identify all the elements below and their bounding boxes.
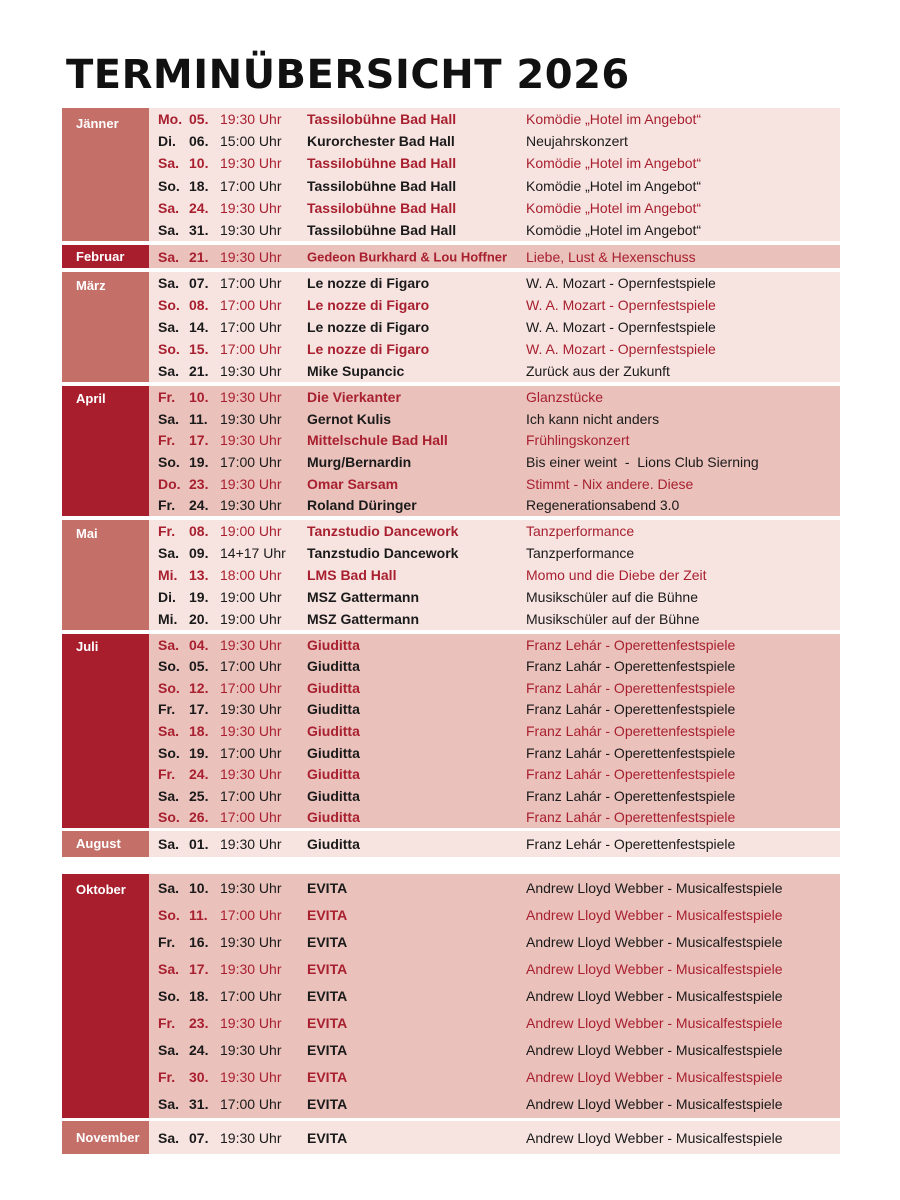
event-name: Giuditta (307, 658, 360, 675)
event-day: Sa. (158, 723, 180, 740)
event-description: Tanzperformance (526, 545, 635, 561)
event-description: Andrew Lloyd Webber - Musicalfestspiele (526, 1129, 783, 1146)
event-day: Sa. (158, 275, 180, 291)
event-date: 07. (189, 275, 209, 291)
event-rows (149, 108, 840, 241)
event-day: Sa. (158, 221, 180, 238)
event-day: Sa. (158, 636, 180, 653)
event-description: Bis einer weint - Lions Club Sierning (526, 453, 759, 470)
event-day: Do. (158, 475, 181, 492)
event-day: Sa. (158, 1129, 180, 1146)
event-time: 15:00 Uhr (220, 133, 282, 150)
event-time: 19:30 Uhr (220, 701, 282, 718)
event-row (149, 699, 840, 721)
event-day: So. (158, 744, 180, 761)
event-row (149, 742, 840, 764)
event-time: 17:00 Uhr (220, 658, 282, 675)
event-name: Giuditta (307, 809, 360, 826)
event-date: 31. (189, 1096, 209, 1113)
month-block-jaenner (62, 108, 840, 241)
event-time: 19:30 Uhr (220, 636, 282, 653)
event-day: Di. (158, 133, 176, 150)
event-day: Mi. (158, 611, 178, 627)
event-row (149, 175, 840, 197)
event-description: Frühlingskonzert (526, 432, 630, 449)
event-day: Sa. (158, 1042, 180, 1059)
event-date: 23. (189, 475, 209, 492)
event-name: EVITA (307, 960, 348, 977)
event-description: Andrew Lloyd Webber - Musicalfestspiele (526, 1069, 783, 1086)
event-description: Andrew Lloyd Webber - Musicalfestspiele (526, 960, 783, 977)
event-name: Giuditta (307, 701, 360, 718)
event-date: 18. (189, 987, 209, 1004)
month-block-august (62, 831, 840, 857)
event-time: 19:00 Uhr (220, 589, 282, 605)
event-date: 13. (189, 567, 209, 583)
event-date: 17. (189, 701, 209, 718)
event-name: Le nozze di Figaro (307, 319, 430, 335)
event-name: Giuditta (307, 636, 360, 653)
event-row (149, 608, 840, 630)
event-description: Ich kann nicht anders (526, 410, 660, 427)
event-time: 19:30 Uhr (220, 723, 282, 740)
event-name: EVITA (307, 879, 348, 896)
event-row (149, 130, 840, 152)
month-label: November (62, 1121, 149, 1154)
event-day: Sa. (158, 319, 180, 335)
event-time: 19:30 Uhr (220, 388, 282, 405)
event-date: 23. (189, 1015, 209, 1032)
event-day: Sa. (158, 248, 180, 265)
event-day: So. (158, 177, 180, 194)
event-row (149, 785, 840, 807)
event-row (149, 1037, 840, 1064)
event-time: 19:30 Uhr (220, 1069, 282, 1086)
event-row (149, 928, 840, 955)
event-description: Franz Lahár - Operettenfestspiele (526, 787, 736, 804)
event-time: 17:00 Uhr (220, 275, 282, 291)
event-day: Fr. (158, 1069, 176, 1086)
event-name: Roland Düringer (307, 497, 417, 514)
event-date: 08. (189, 523, 209, 539)
event-rows (149, 520, 840, 630)
event-time: 19:30 Uhr (220, 155, 282, 172)
month-block-mai (62, 520, 840, 630)
event-date: 21. (189, 248, 209, 265)
event-name: Gernot Kulis (307, 410, 392, 427)
event-time: 17:00 Uhr (220, 319, 282, 335)
month-label: August (62, 831, 149, 857)
event-date: 31. (189, 221, 209, 238)
event-time: 19:30 Uhr (220, 497, 282, 514)
month-block-februar (62, 245, 840, 268)
event-time: 18:00 Uhr (220, 567, 282, 583)
event-name: Le nozze di Figaro (307, 297, 430, 313)
event-rows (149, 245, 840, 268)
event-description: Andrew Lloyd Webber - Musicalfestspiele (526, 1042, 783, 1059)
month-block-april (62, 386, 840, 516)
event-day: Mo. (158, 111, 183, 128)
event-time: 17:00 Uhr (220, 987, 282, 1004)
event-time: 17:00 Uhr (220, 177, 282, 194)
event-name: Tanzstudio Dancework (307, 523, 459, 539)
month-block-maerz (62, 272, 840, 382)
event-description: Komödie „Hotel im Angebot“ (526, 111, 702, 128)
event-date: 17. (189, 432, 209, 449)
month-block-juli (62, 634, 840, 828)
event-day: Fr. (158, 388, 176, 405)
month-label: März (62, 272, 149, 382)
month-label: Oktober (62, 874, 149, 1118)
event-name: EVITA (307, 1096, 348, 1113)
event-name: Giuditta (307, 679, 360, 696)
event-time: 19:30 Uhr (220, 432, 282, 449)
event-day: So. (158, 809, 180, 826)
event-description: Andrew Lloyd Webber - Musicalfestspiele (526, 1096, 783, 1113)
event-date: 20. (189, 611, 209, 627)
event-date: 09. (189, 545, 209, 561)
event-day: Mi. (158, 567, 178, 583)
event-row (149, 338, 840, 360)
event-row (149, 245, 840, 268)
event-row (149, 982, 840, 1009)
event-date: 17. (189, 960, 209, 977)
event-rows (149, 386, 840, 516)
event-date: 11. (189, 906, 208, 923)
event-row (149, 386, 840, 408)
event-rows (149, 874, 840, 1118)
event-time: 19:30 Uhr (220, 248, 282, 265)
event-day: Fr. (158, 933, 176, 950)
event-time: 19:30 Uhr (220, 111, 282, 128)
event-day: Fr. (158, 766, 176, 783)
event-description: Franz Lahár - Operettenfestspiele (526, 723, 736, 740)
event-name: Tassilobühne Bad Hall (307, 111, 457, 128)
event-date: 05. (189, 111, 209, 128)
event-row (149, 720, 840, 742)
event-date: 10. (189, 388, 209, 405)
event-time: 19:30 Uhr (220, 363, 282, 379)
event-name: Le nozze di Figaro (307, 275, 430, 291)
event-time: 17:00 Uhr (220, 297, 282, 313)
event-time: 19:30 Uhr (220, 836, 282, 852)
event-row (149, 763, 840, 785)
event-date: 14. (189, 319, 209, 335)
event-description: W. A. Mozart - Opernfestspiele (526, 319, 716, 335)
event-name: Giuditta (307, 766, 360, 783)
month-block-november (62, 1121, 840, 1154)
event-name: EVITA (307, 1069, 348, 1086)
event-name: MSZ Gattermann (307, 611, 420, 627)
event-day: Di. (158, 589, 176, 605)
event-day: So. (158, 906, 180, 923)
event-name: Kurorchester Bad Hall (307, 133, 455, 150)
event-date: 08. (189, 297, 209, 313)
event-date: 24. (189, 1042, 209, 1059)
event-date: 05. (189, 658, 209, 675)
event-description: Neujahrskonzert (526, 133, 628, 150)
event-day: Sa. (158, 879, 180, 896)
event-rows (149, 272, 840, 382)
event-date: 12. (189, 679, 209, 696)
event-row (149, 272, 840, 294)
event-time: 17:00 Uhr (220, 341, 282, 357)
event-row (149, 316, 840, 338)
event-row (149, 656, 840, 678)
event-date: 25. (189, 787, 209, 804)
event-row (149, 1010, 840, 1037)
event-name: Gedeon Burkhard & Lou Hoffner (307, 249, 508, 264)
event-time: 17:00 Uhr (220, 787, 282, 804)
event-day: Sa. (158, 960, 180, 977)
event-date: 18. (189, 723, 209, 740)
event-row (149, 677, 840, 699)
event-day: Sa. (158, 155, 180, 172)
event-row (149, 955, 840, 982)
event-name: Giuditta (307, 836, 360, 852)
event-day: Sa. (158, 410, 180, 427)
event-row (149, 542, 840, 564)
event-date: 26. (189, 809, 209, 826)
event-date: 30. (189, 1069, 209, 1086)
event-row (149, 564, 840, 586)
event-description: Franz Lahár - Operettenfestspiele (526, 701, 736, 718)
event-description: Franz Lahár - Operettenfestspiele (526, 744, 736, 761)
event-description: Komödie „Hotel im Angebot“ (526, 221, 702, 238)
event-rows (149, 1121, 840, 1154)
event-day: Sa. (158, 199, 180, 216)
event-time: 17:00 Uhr (220, 453, 282, 470)
event-description: Stimmt - Nix andere. Diese (526, 475, 694, 492)
event-name: Giuditta (307, 744, 360, 761)
event-date: 10. (189, 879, 209, 896)
event-time: 14+17 Uhr (220, 545, 286, 561)
event-time: 19:30 Uhr (220, 221, 282, 238)
event-description: Franz Lehár - Operettenfestspiele (526, 836, 736, 852)
event-description: Tanzperformance (526, 523, 635, 539)
event-row (149, 520, 840, 542)
event-name: Giuditta (307, 787, 360, 804)
event-row (149, 1091, 840, 1118)
event-date: 10. (189, 155, 209, 172)
event-row (149, 874, 840, 901)
event-name: Tassilobühne Bad Hall (307, 155, 457, 172)
event-date: 19. (189, 453, 209, 470)
event-name: EVITA (307, 906, 348, 923)
event-time: 19:30 Uhr (220, 475, 282, 492)
event-day: Fr. (158, 497, 176, 514)
event-time: 19:30 Uhr (220, 1015, 282, 1032)
event-name: EVITA (307, 1015, 348, 1032)
event-day: Sa. (158, 363, 180, 379)
event-row (149, 294, 840, 316)
event-time: 19:30 Uhr (220, 933, 282, 950)
event-date: 15. (189, 341, 209, 357)
event-time: 19:00 Uhr (220, 611, 282, 627)
event-date: 24. (189, 497, 209, 514)
event-description: Andrew Lloyd Webber - Musicalfestspiele (526, 906, 783, 923)
event-day: Fr. (158, 432, 176, 449)
event-row (149, 197, 840, 219)
event-row (149, 408, 840, 430)
event-day: Fr. (158, 701, 176, 718)
event-date: 24. (189, 766, 209, 783)
event-name: Giuditta (307, 723, 360, 740)
event-name: Tassilobühne Bad Hall (307, 177, 457, 194)
event-description: Franz Lahár - Operettenfestspiele (526, 766, 736, 783)
event-date: 07. (189, 1129, 209, 1146)
event-date: 01. (189, 836, 209, 852)
month-label: Februar (62, 245, 149, 268)
event-day: Fr. (158, 1015, 176, 1032)
event-day: So. (158, 679, 180, 696)
event-description: Andrew Lloyd Webber - Musicalfestspiele (526, 1015, 783, 1032)
event-date: 19. (189, 744, 209, 761)
event-time: 19:30 Uhr (220, 879, 282, 896)
event-time: 19:30 Uhr (220, 199, 282, 216)
event-name: Omar Sarsam (307, 475, 399, 492)
event-description: Andrew Lloyd Webber - Musicalfestspiele (526, 987, 783, 1004)
event-description: Komödie „Hotel im Angebot“ (526, 199, 702, 216)
event-description: Andrew Lloyd Webber - Musicalfestspiele (526, 933, 783, 950)
event-description: Glanzstücke (526, 388, 604, 405)
event-time: 17:00 Uhr (220, 906, 282, 923)
event-time: 19:30 Uhr (220, 766, 282, 783)
event-row (149, 494, 840, 516)
event-name: EVITA (307, 987, 348, 1004)
event-name: Tassilobühne Bad Hall (307, 221, 457, 238)
event-day: Sa. (158, 787, 180, 804)
event-row (149, 473, 840, 495)
event-description: Momo und die Diebe der Zeit (526, 567, 707, 583)
event-time: 17:00 Uhr (220, 744, 282, 761)
event-row (149, 360, 840, 382)
event-day: Sa. (158, 545, 180, 561)
event-description: Komödie „Hotel im Angebot“ (526, 177, 702, 194)
event-time: 19:30 Uhr (220, 1129, 282, 1146)
event-date: 06. (189, 133, 209, 150)
event-name: LMS Bad Hall (307, 567, 397, 583)
event-name: Le nozze di Figaro (307, 341, 430, 357)
event-time: 19:30 Uhr (220, 1042, 282, 1059)
event-date: 04. (189, 636, 209, 653)
event-time: 19:30 Uhr (220, 410, 282, 427)
event-date: 21. (189, 363, 209, 379)
month-label: April (62, 386, 149, 516)
event-day: So. (158, 453, 180, 470)
event-description: W. A. Mozart - Opernfestspiele (526, 341, 716, 357)
event-name: EVITA (307, 933, 348, 950)
event-name: EVITA (307, 1129, 348, 1146)
event-row (149, 1121, 840, 1154)
event-description: Franz Lahár - Operettenfestspiele (526, 658, 736, 675)
event-name: Tanzstudio Dancework (307, 545, 459, 561)
event-description: Andrew Lloyd Webber - Musicalfestspiele (526, 879, 783, 896)
month-label: Juli (62, 634, 149, 828)
event-day: Sa. (158, 836, 180, 852)
event-description: Franz Lahár - Operettenfestspiele (526, 679, 736, 696)
event-row (149, 152, 840, 174)
event-day: Sa. (158, 1096, 180, 1113)
event-date: 18. (189, 177, 209, 194)
event-row (149, 901, 840, 928)
month-block-oktober (62, 874, 840, 1118)
event-description: Zurück aus der Zukunft (526, 363, 670, 379)
event-rows (149, 634, 840, 828)
event-description: Musikschüler auf der Bühne (526, 611, 700, 627)
event-row (149, 586, 840, 608)
event-description: Komödie „Hotel im Angebot“ (526, 155, 702, 172)
event-description: W. A. Mozart - Opernfestspiele (526, 297, 716, 313)
event-day: So. (158, 658, 180, 675)
event-name: Tassilobühne Bad Hall (307, 199, 457, 216)
event-date: 11. (189, 410, 208, 427)
event-row (149, 831, 840, 857)
event-description: W. A. Mozart - Opernfestspiele (526, 275, 716, 291)
event-row (149, 108, 840, 130)
event-description: Regenerationsabend 3.0 (526, 497, 680, 514)
month-label: Jänner (62, 108, 149, 241)
event-rows (149, 831, 840, 857)
event-row (149, 1064, 840, 1091)
event-name: Mittelschule Bad Hall (307, 432, 448, 449)
event-day: Fr. (158, 523, 176, 539)
event-name: Mike Supancic (307, 363, 405, 379)
event-row (149, 451, 840, 473)
event-row (149, 634, 840, 656)
event-description: Franz Lehár - Operettenfestspiele (526, 636, 736, 653)
event-time: 17:00 Uhr (220, 1096, 282, 1113)
event-day: So. (158, 297, 180, 313)
event-name: MSZ Gattermann (307, 589, 420, 605)
event-day: So. (158, 987, 180, 1004)
event-time: 19:30 Uhr (220, 960, 282, 977)
event-description: Franz Lahár - Operettenfestspiele (526, 809, 736, 826)
event-row (149, 807, 840, 829)
event-date: 24. (189, 199, 209, 216)
page-title: TERMINÜBERSICHT 2026 (66, 52, 630, 98)
event-time: 17:00 Uhr (220, 809, 282, 826)
event-row (149, 429, 840, 451)
event-date: 19. (189, 589, 209, 605)
event-name: Die Vierkanter (307, 388, 401, 405)
event-day: So. (158, 341, 180, 357)
event-name: EVITA (307, 1042, 348, 1059)
event-date: 16. (189, 933, 209, 950)
event-description: Musikschüler auf die Bühne (526, 589, 698, 605)
event-time: 17:00 Uhr (220, 679, 282, 696)
event-row (149, 219, 840, 241)
event-description: Liebe, Lust & Hexenschuss (526, 248, 696, 265)
event-time: 19:00 Uhr (220, 523, 282, 539)
month-label: Mai (62, 520, 149, 630)
event-name: Murg/Bernardin (307, 453, 412, 470)
